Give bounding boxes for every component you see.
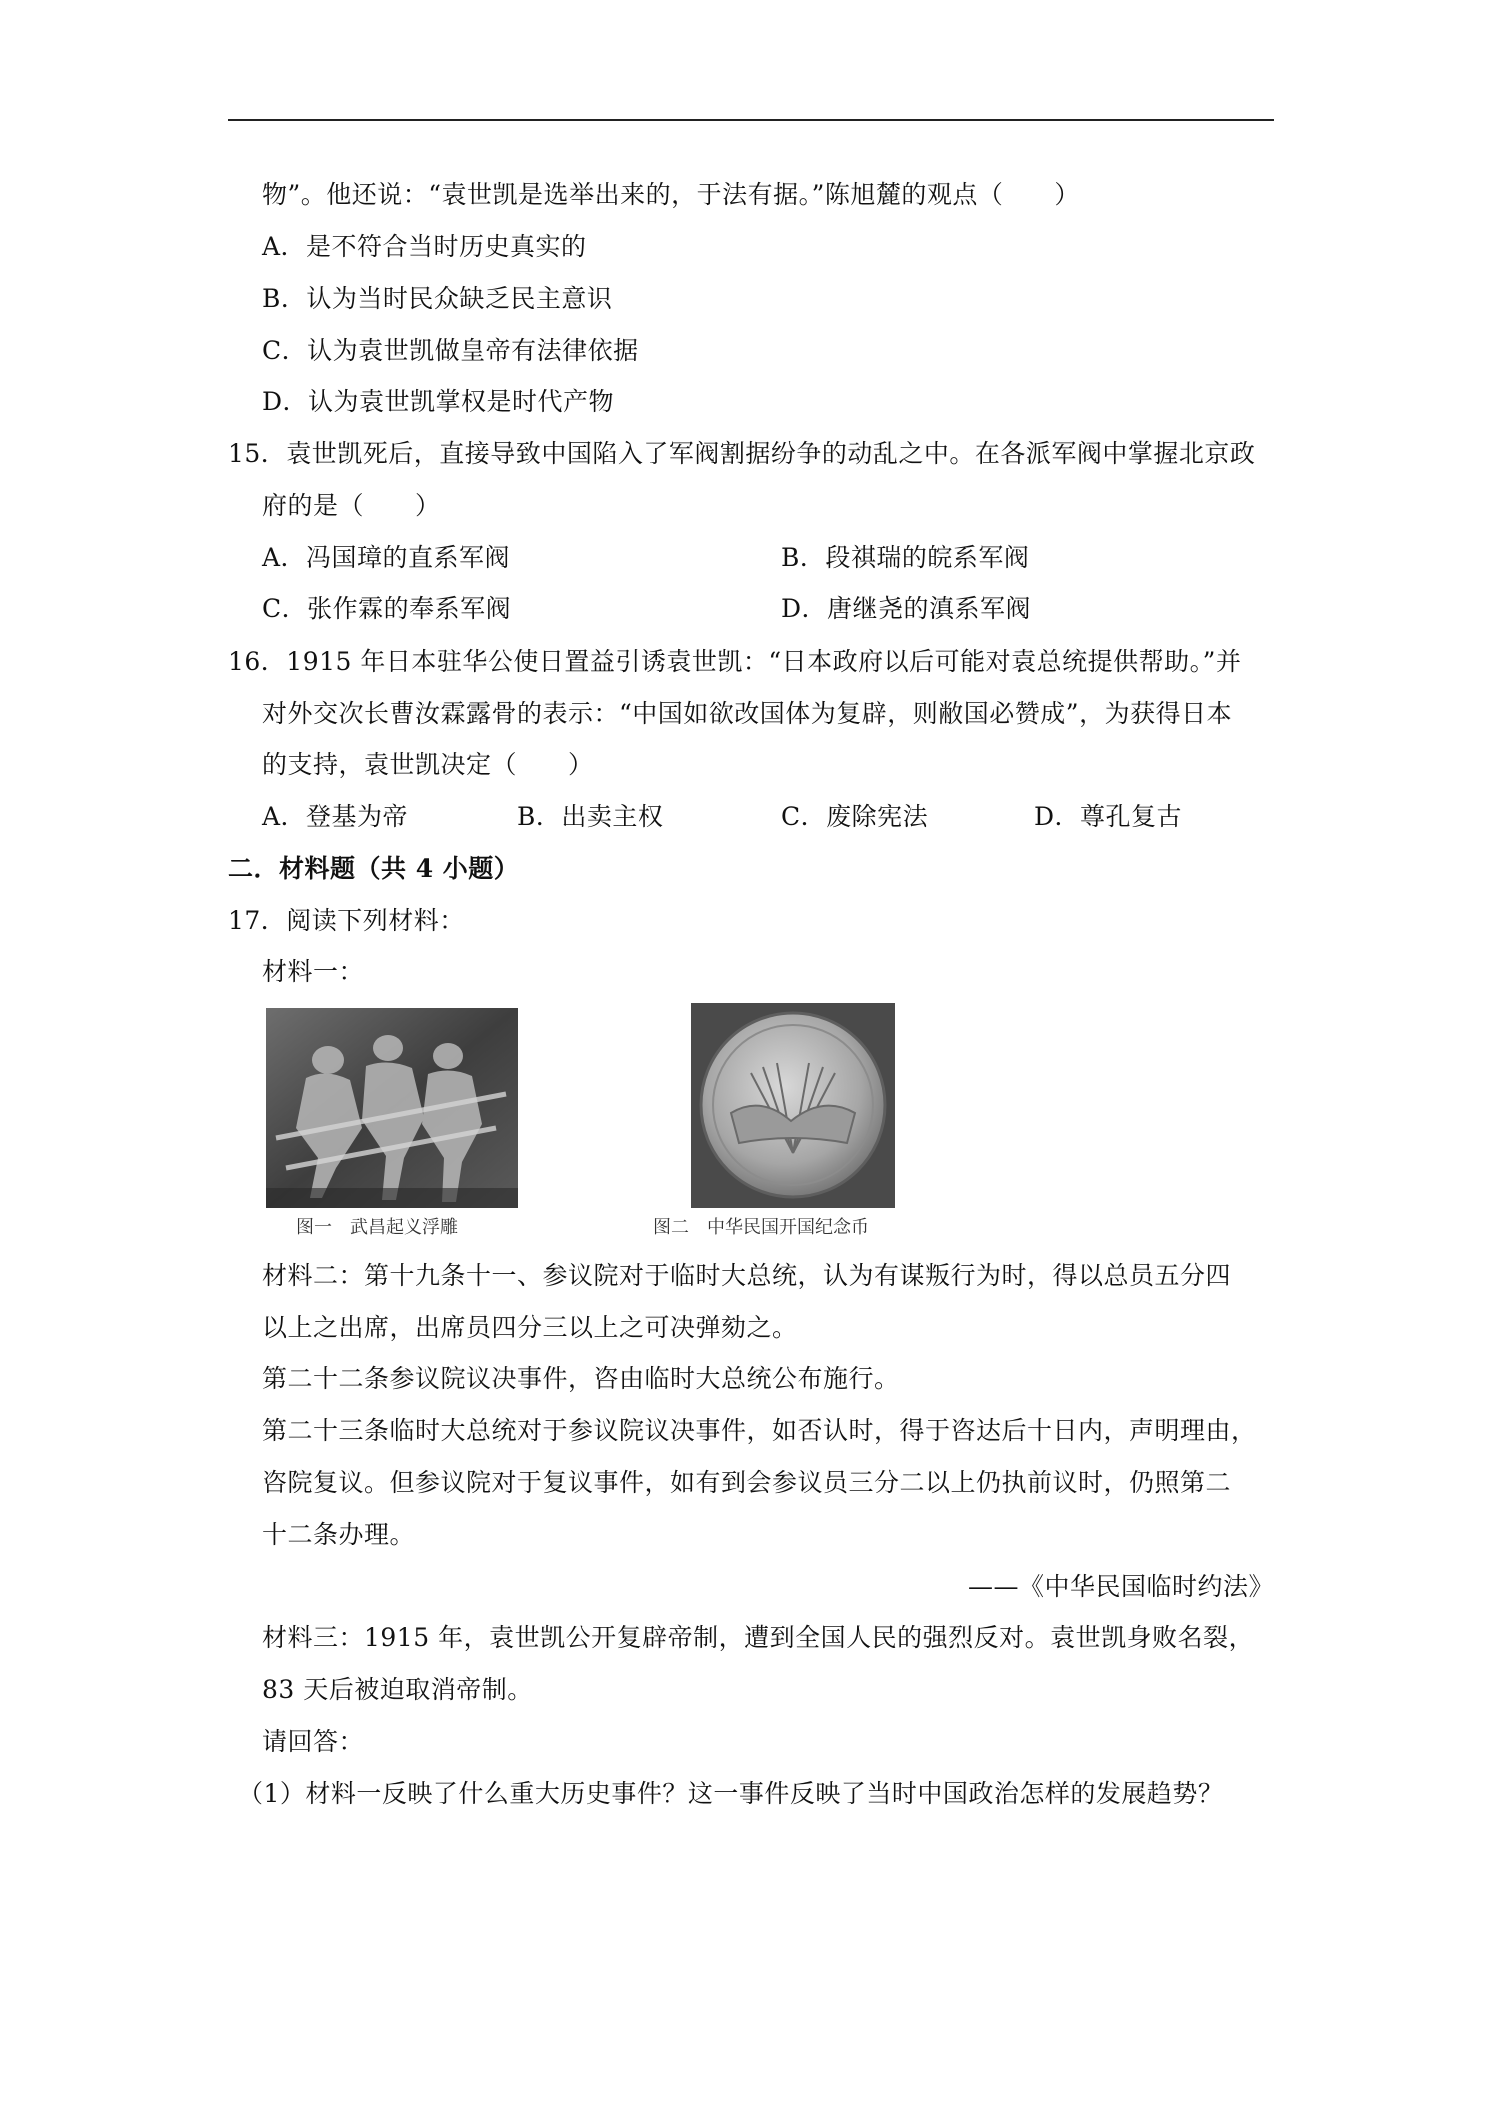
q16-stem-line1: 16．1915 年日本驻华公使日置益引诱袁世凯：“日本政府以后可能对袁总统提供帮助。”并: [228, 647, 1242, 676]
q14-option-d[interactable]: D．认为袁世凯掌权是时代产物: [262, 387, 615, 416]
q14-option-a[interactable]: A．是不符合当时历史真实的: [262, 232, 587, 261]
q15-option-d[interactable]: D．唐继尧的滇系军阀: [781, 594, 1032, 623]
q15-option-c[interactable]: C．张作霖的奉系军阀: [262, 594, 512, 623]
q16-option-d[interactable]: D．尊孔复古: [1034, 802, 1183, 831]
material-3-line: 83 天后被迫取消帝制。: [262, 1675, 533, 1704]
q14-option-b[interactable]: B．认为当时民众缺乏民主意识: [262, 284, 613, 313]
q16-option-c[interactable]: C．废除宪法: [781, 802, 929, 831]
material-2-line: 以上之出席，出席员四分三以上之可决弹劾之。: [262, 1313, 798, 1342]
q17-intro: 17．阅读下列材料：: [228, 906, 465, 935]
q14-stem-tail: 物”。他还说：“袁世凯是选举出来的，于法有据。”陈旭麓的观点（ ）: [262, 180, 1080, 209]
q15-option-a[interactable]: A．冯国璋的直系军阀: [262, 543, 511, 572]
q14-option-c[interactable]: C．认为袁世凯做皇帝有法律依据: [262, 336, 639, 365]
sub-question-1: （1）材料一反映了什么重大历史事件？这一事件反映了当时中国政治怎样的发展趋势？: [238, 1779, 1224, 1808]
q16-option-b[interactable]: B．出卖主权: [517, 802, 664, 831]
figure-1-caption: 图一 武昌起义浮雕: [296, 1217, 458, 1238]
material-2-line: 第二十三条临时大总统对于参议院议决事件，如否认时，得于咨达后十日内，声明理由，: [262, 1416, 1257, 1445]
wuchang-uprising-relief-image: [266, 1008, 518, 1208]
material-2-line: 十二条办理。: [262, 1520, 416, 1549]
material-2-line: 咨院复议。但参议院对于复议事件，如有到会参议员三分二以上仍执前议时，仍照第二: [262, 1468, 1232, 1497]
material-2-line: 材料二：第十九条十一、参议院对于临时大总统，认为有谋叛行为时，得以总员五分四: [262, 1261, 1232, 1290]
material-2-source: ——《中华民国临时约法》: [968, 1572, 1275, 1601]
q16-option-a[interactable]: A．登基为帝: [262, 802, 409, 831]
q16-stem-line3: 的支持，袁世凯决定（ ）: [262, 750, 594, 779]
header-rule: [228, 119, 1274, 121]
material-3-line: 材料三：1915 年，袁世凯公开复辟帝制，遭到全国人民的强烈反对。袁世凯身败名裂，: [262, 1623, 1255, 1652]
figure-2-caption: 图二 中华民国开国纪念币: [653, 1217, 869, 1238]
material-1-label: 材料一：: [262, 957, 365, 986]
q15-option-b[interactable]: B．段祺瑞的皖系军阀: [781, 543, 1030, 572]
q15-stem-line1: 15．袁世凯死后，直接导致中国陷入了军阀割据纷争的动乱之中。在各派军阀中掌握北京政: [228, 439, 1256, 468]
q15-stem-line2: 府的是（ ）: [262, 491, 441, 520]
answer-prompt: 请回答：: [262, 1727, 365, 1756]
commemorative-coin-image: [691, 1003, 895, 1208]
q16-stem-line2: 对外交次长曹汝霖露骨的表示：“中国如欲改国体为复辟，则敝国必赞成”，为获得日本: [262, 699, 1233, 728]
section-heading: 二．材料题（共 4 小题）: [228, 854, 520, 883]
material-2-line: 第二十二条参议院议决事件，咨由临时大总统公布施行。: [262, 1364, 900, 1393]
